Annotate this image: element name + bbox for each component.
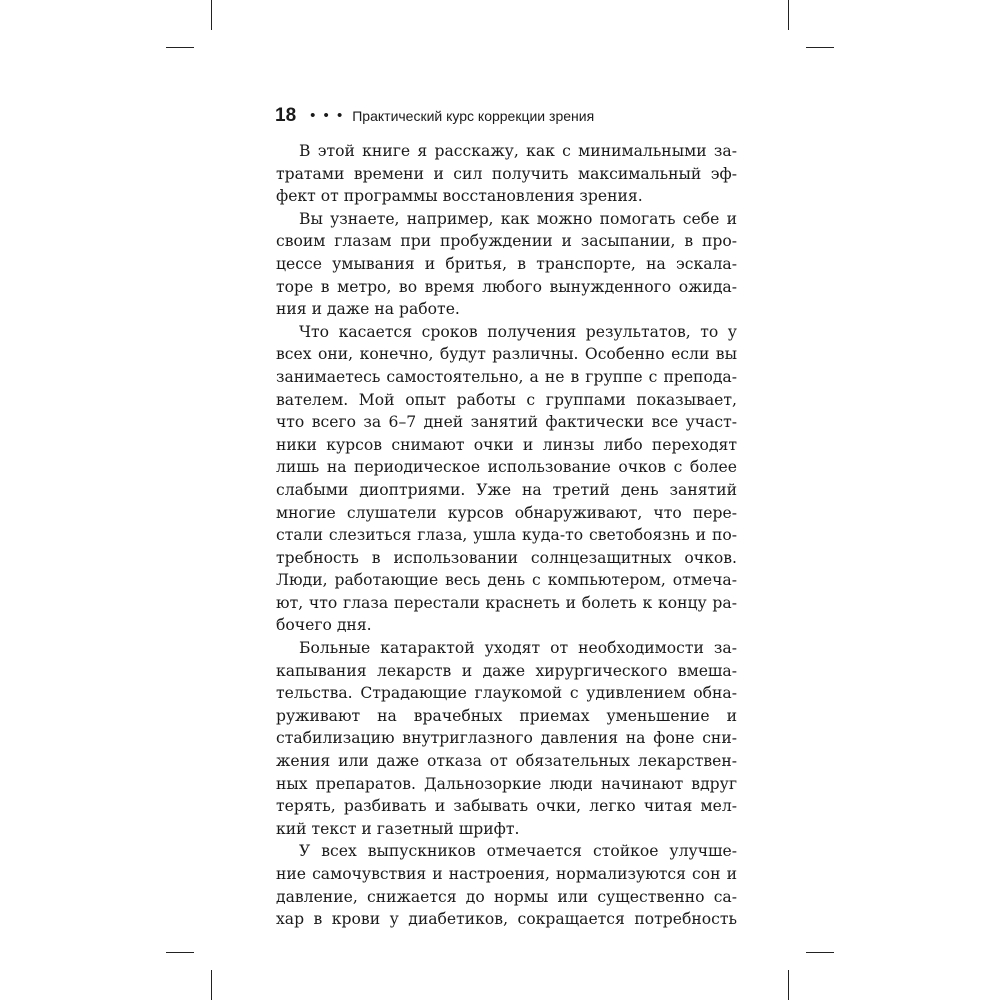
- text-line: давление, снижается до нормы или существенно са-: [276, 887, 737, 906]
- text-line: торе в метро, во время любого вынужденного ожида-: [276, 277, 737, 296]
- paragraph: [276, 321, 737, 637]
- text-line: требность в использовании солнцезащитных очков.: [276, 548, 737, 567]
- paragraph: [276, 140, 737, 208]
- text-line: слабыми диоптриями. Уже на третий день занятий: [276, 480, 737, 499]
- text-line: вателем. Мой опыт работы с группами показывает,: [276, 390, 737, 409]
- text-line: своим глазам при пробуждении и засыпании, в про-: [276, 232, 737, 251]
- text-line: ных препаратов. Дальнозоркие люди начинают вдруг: [276, 774, 737, 793]
- text-line: Что касается сроков получения результатов, то у: [299, 322, 737, 341]
- text-line: стали слезиться глаза, ушла куда-то светобоязнь и по-: [276, 526, 737, 545]
- text-line: терять, разбивать и забывать очки, легко читая мел-: [276, 797, 737, 816]
- body-text: [276, 140, 737, 931]
- text-line: многие слушатели курсов обнаруживают, что пере-: [276, 503, 737, 522]
- header-separator-dots: • • •: [310, 106, 345, 124]
- text-line: ние самочувствия и настроения, нормализуются сон и: [276, 865, 737, 883]
- text-line: цессе умывания и бритья, в транспорте, на эскала-: [276, 254, 737, 273]
- text-line: ники курсов снимают очки и линзы либо переходят: [276, 435, 737, 454]
- text-line: жения или даже отказа от обязательных лекарствен-: [276, 752, 737, 771]
- paragraph: [276, 840, 737, 930]
- text-line: всех они, конечно, будут различны. Особенно если вы: [276, 345, 737, 364]
- text-line: стабилизацию внутриглазного давления на фоне сни-: [276, 729, 737, 748]
- crop-mark-bottom-left-vertical: [211, 970, 212, 1000]
- text-line: У всех выпускников отмечается стойкое улучше-: [299, 842, 737, 861]
- text-line: руживают на врачебных приемах уменьшение и: [276, 706, 737, 725]
- text-line: фект от программы восстановления зрения.: [276, 187, 643, 206]
- book-title: Практический курс коррекции зрения: [352, 108, 595, 124]
- running-header: [275, 102, 594, 130]
- text-line: Вы узнаете, например, как можно помогать себе и: [299, 209, 737, 228]
- crop-mark-top-right-vertical: [788, 0, 789, 30]
- text-line: капывания лекарств и даже хирургического вмеша-: [276, 661, 737, 680]
- text-line: что всего за 6–7 дней занятий фактически все участ-: [276, 413, 737, 432]
- crop-mark-bottom-left-horizontal: [166, 952, 194, 953]
- text-line: ния и даже на работе.: [276, 300, 460, 319]
- text-line: бочего дня.: [276, 616, 372, 635]
- crop-mark-top-left-horizontal: [166, 47, 194, 48]
- paragraph: [276, 208, 737, 321]
- crop-mark-top-right-horizontal: [806, 47, 834, 48]
- page-number: 18: [275, 105, 297, 126]
- crop-mark-bottom-right-vertical: [788, 970, 789, 1000]
- text-line: лишь на периодическое использование очков с более: [276, 458, 737, 477]
- text-line: Люди, работающие весь день с компьютером, отмеча-: [276, 571, 737, 590]
- text-line: тельства. Страдающие глаукомой с удивлением обна-: [276, 684, 737, 703]
- text-line: хар в крови у диабетиков, сокращается потребность: [276, 910, 737, 929]
- text-line: ют, что глаза перестали краснеть и болеть к концу ра-: [276, 593, 737, 612]
- paragraph: [276, 637, 737, 840]
- text-line: занимаетесь самостоятельно, а не в группе с препода-: [276, 367, 737, 386]
- crop-mark-top-left-vertical: [211, 0, 212, 30]
- text-line: В этой книге я расскажу, как с минимальными за-: [299, 142, 737, 160]
- text-line: кий текст и газетный шрифт.: [276, 819, 520, 838]
- text-line: Больные катарактой уходят от необходимости за-: [299, 639, 737, 658]
- text-line: тратами времени и сил получить максимальный эф-: [276, 164, 737, 183]
- crop-mark-bottom-right-horizontal: [806, 952, 834, 953]
